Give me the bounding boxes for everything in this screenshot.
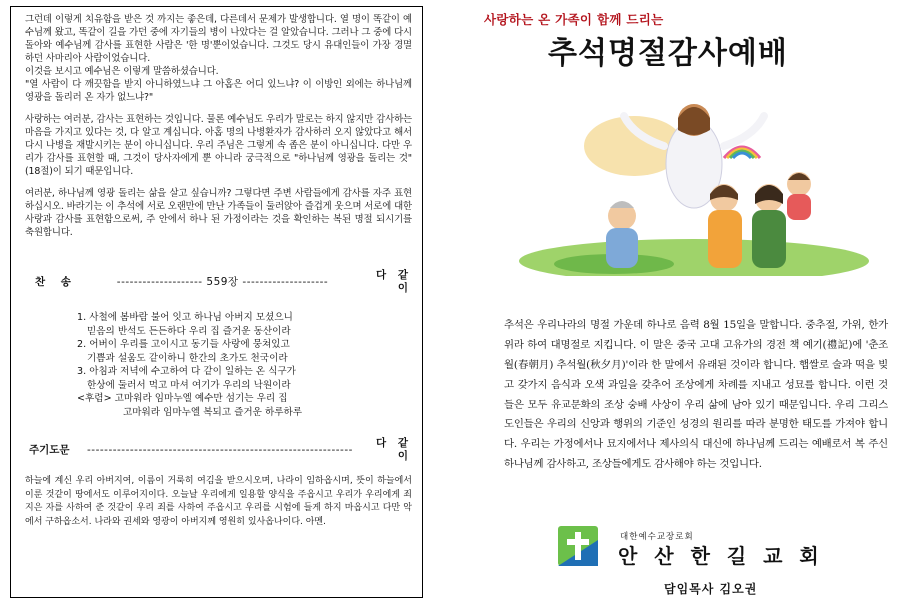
prayer-title: 주기도문 [29, 443, 70, 456]
hymn-title: 찬 송 [35, 275, 77, 288]
sermon-panel [10, 6, 423, 598]
sermon-paragraph: 그런데 이렇게 치유함을 받은 것 까지는 좋은데, 다른데서 문제가 발생합니다. 열 명이 똑같이 예수님께 왔고, 똑같이 길을 가던 중에 자기들의 병이 나았다는 걸 알았습니다. 그러나 그 중에 다시 돌아와 예수님께 감사를 표현한 사람은 '한 명'뿐이었습니다. 그것도 당시 유대인들이 가장 경멸하던 사마리아 사람이었습니다. [25, 14, 412, 64]
hymn-line: 3. 아침과 저녁에 수고하여 다 같이 일하는 온 식구가 [77, 366, 296, 377]
hymn-line: 기쁨과 설움도 같이하니 한간의 초가도 천국이라 [87, 352, 288, 364]
hymn-line: 고마워라 임마누엘 복되고 즐거운 하루하루 [123, 406, 303, 418]
jesus-family-illustration [514, 86, 874, 276]
hymn-line: 믿음의 반석도 든든하다 우리 집 즐거운 동산이라 [87, 325, 291, 337]
hymn-header [25, 269, 412, 295]
cross-logo-icon [558, 526, 598, 566]
chuseok-description: 추석은 우리나라의 명절 가운데 하나로 음력 8월 15일을 말합니다. 중추절, 가위, 한가위라 하여 대명절로 지킵니다. 이 말은 중국 고대 고유가의 경전 책 예기(禮記)에 '춘조월(春朝月) 추석월(秋夕月)'이라 한 말에서 유래된 것이라 합니다. 햅쌀로 술과 떡을 빚고 갖가지 음식과 오색 과일을 갖추어 조상에게 차례를 지내고 성묘를 합니다. 이런 것들은 모두 유교문화의 조상 숭배 사상이 우리 삶에 남아 있기 때문입니다. 우리 그리스도인들은 우리의 신앙과 행위의 기준인 성경의 원리를 따라 분명한 태도를 가져야 합니다. 우리는 가정에서나 묘지에서나 제사의식 대신에 하나님께 드리는 예배로서 복 주신 하나님께 감사하고, 조상들에게도 감사해야 하는 것입니다. [504, 319, 888, 470]
hymn-line: <후렴> 고마워라 임마누엘 예수만 섬기는 우리 집 [77, 393, 288, 404]
sermon-paragraph: 이것을 보시고 예수님은 이렇게 말씀하셨습니다. [25, 66, 219, 77]
prayer-together: 다 같 이 [376, 437, 412, 462]
hymn-line: 2. 어버이 우리를 고이시고 동기들 사랑에 뭉쳐있고 [77, 339, 290, 350]
lords-prayer-text: 하늘에 계신 우리 아버지여, 이름이 거룩히 여김을 받으시오며, 나라이 임하옵시며, 뜻이 하늘에서 이룬 것같이 땅에서도 이루어지이다. 오늘날 우리에게 일용할 양식을 주옵시고 우리가 우리에게 죄 지은 자를 사하여 준 것같이 우리 죄를 사하여 주옵시고 우리를 시험에 들게 하지 마옵시고 다만 악에서 구하옵소서. 나라와 권세와 영광이 아버지께 영원히 있사옵나이다. 아멘. [25, 476, 412, 527]
sermon-paragraph: 사랑하는 여러분, 감사는 표현하는 것입니다. 물론 예수님도 우리가 말로는 하지 않지만 감사하는 마음을 가지고 있다는 것, 다 알고 계십니다. 아홉 명의 나병환자가 감사하러 오지 않았다고 해서 다시 나병을 재발시키는 분이 아니십니다. 우리 주님은 그렇게 속 좁은 분이 아니십니다. 다만 우리가 감사를 표현할 때, 그것이 당사자에게 뿐 아니라 궁극적으로 "하나님께 영광을 돌리는 것"(18절)이 되기 때문입니다. [25, 114, 412, 177]
sermon-paragraph: 여러분, 하나님께 영광 돌리는 삶을 살고 싶습니까? 그렇다면 주변 사람들에게 감사를 자주 표현하십시오. 바라기는 이 추석에 서로 오랜만에 만난 가족들이 둘러앉아 즐겁게 웃으며 서로에 대한 사랑과 감사를 표현함으로써, 주 안에서 하나 된 가정이라는 것을 확인하는 복된 명절 되시기를 축원합니다. [25, 188, 412, 238]
service-title: 추석명절감사예배 [548, 36, 788, 71]
hymn-rule: -------------------- 559장 -------------------- [116, 275, 329, 288]
sermon-quote: "열 사람이 다 깨끗함을 받지 아니하였느냐 그 아홉은 어디 있느냐? 이 이방인 외에는 하나님께 영광을 돌리러 온 자가 없느냐?" [25, 79, 412, 103]
hymn-together: 다 같 이 [376, 269, 412, 294]
prayer-rule: -------------------------------------------------------------- [87, 443, 353, 456]
service-subtitle: 사랑하는 온 가족이 함께 드리는 [484, 12, 664, 27]
hymn-lyrics [77, 311, 412, 419]
hymn-line: 1. 사철에 봄바람 불어 잇고 하나님 아버지 모셨으니 [77, 312, 293, 323]
hymn-line: 한상에 둘러서 먹고 마셔 여기가 우리의 낙원이라 [87, 379, 291, 391]
pastor-name: 담임목사 김오권 [664, 582, 758, 596]
church-name: 안 산 한 길 교 회 [618, 544, 824, 568]
denomination-name: 대한예수교장로회 [620, 532, 694, 542]
cover-panel [470, 0, 900, 607]
prayer-header [25, 437, 412, 463]
